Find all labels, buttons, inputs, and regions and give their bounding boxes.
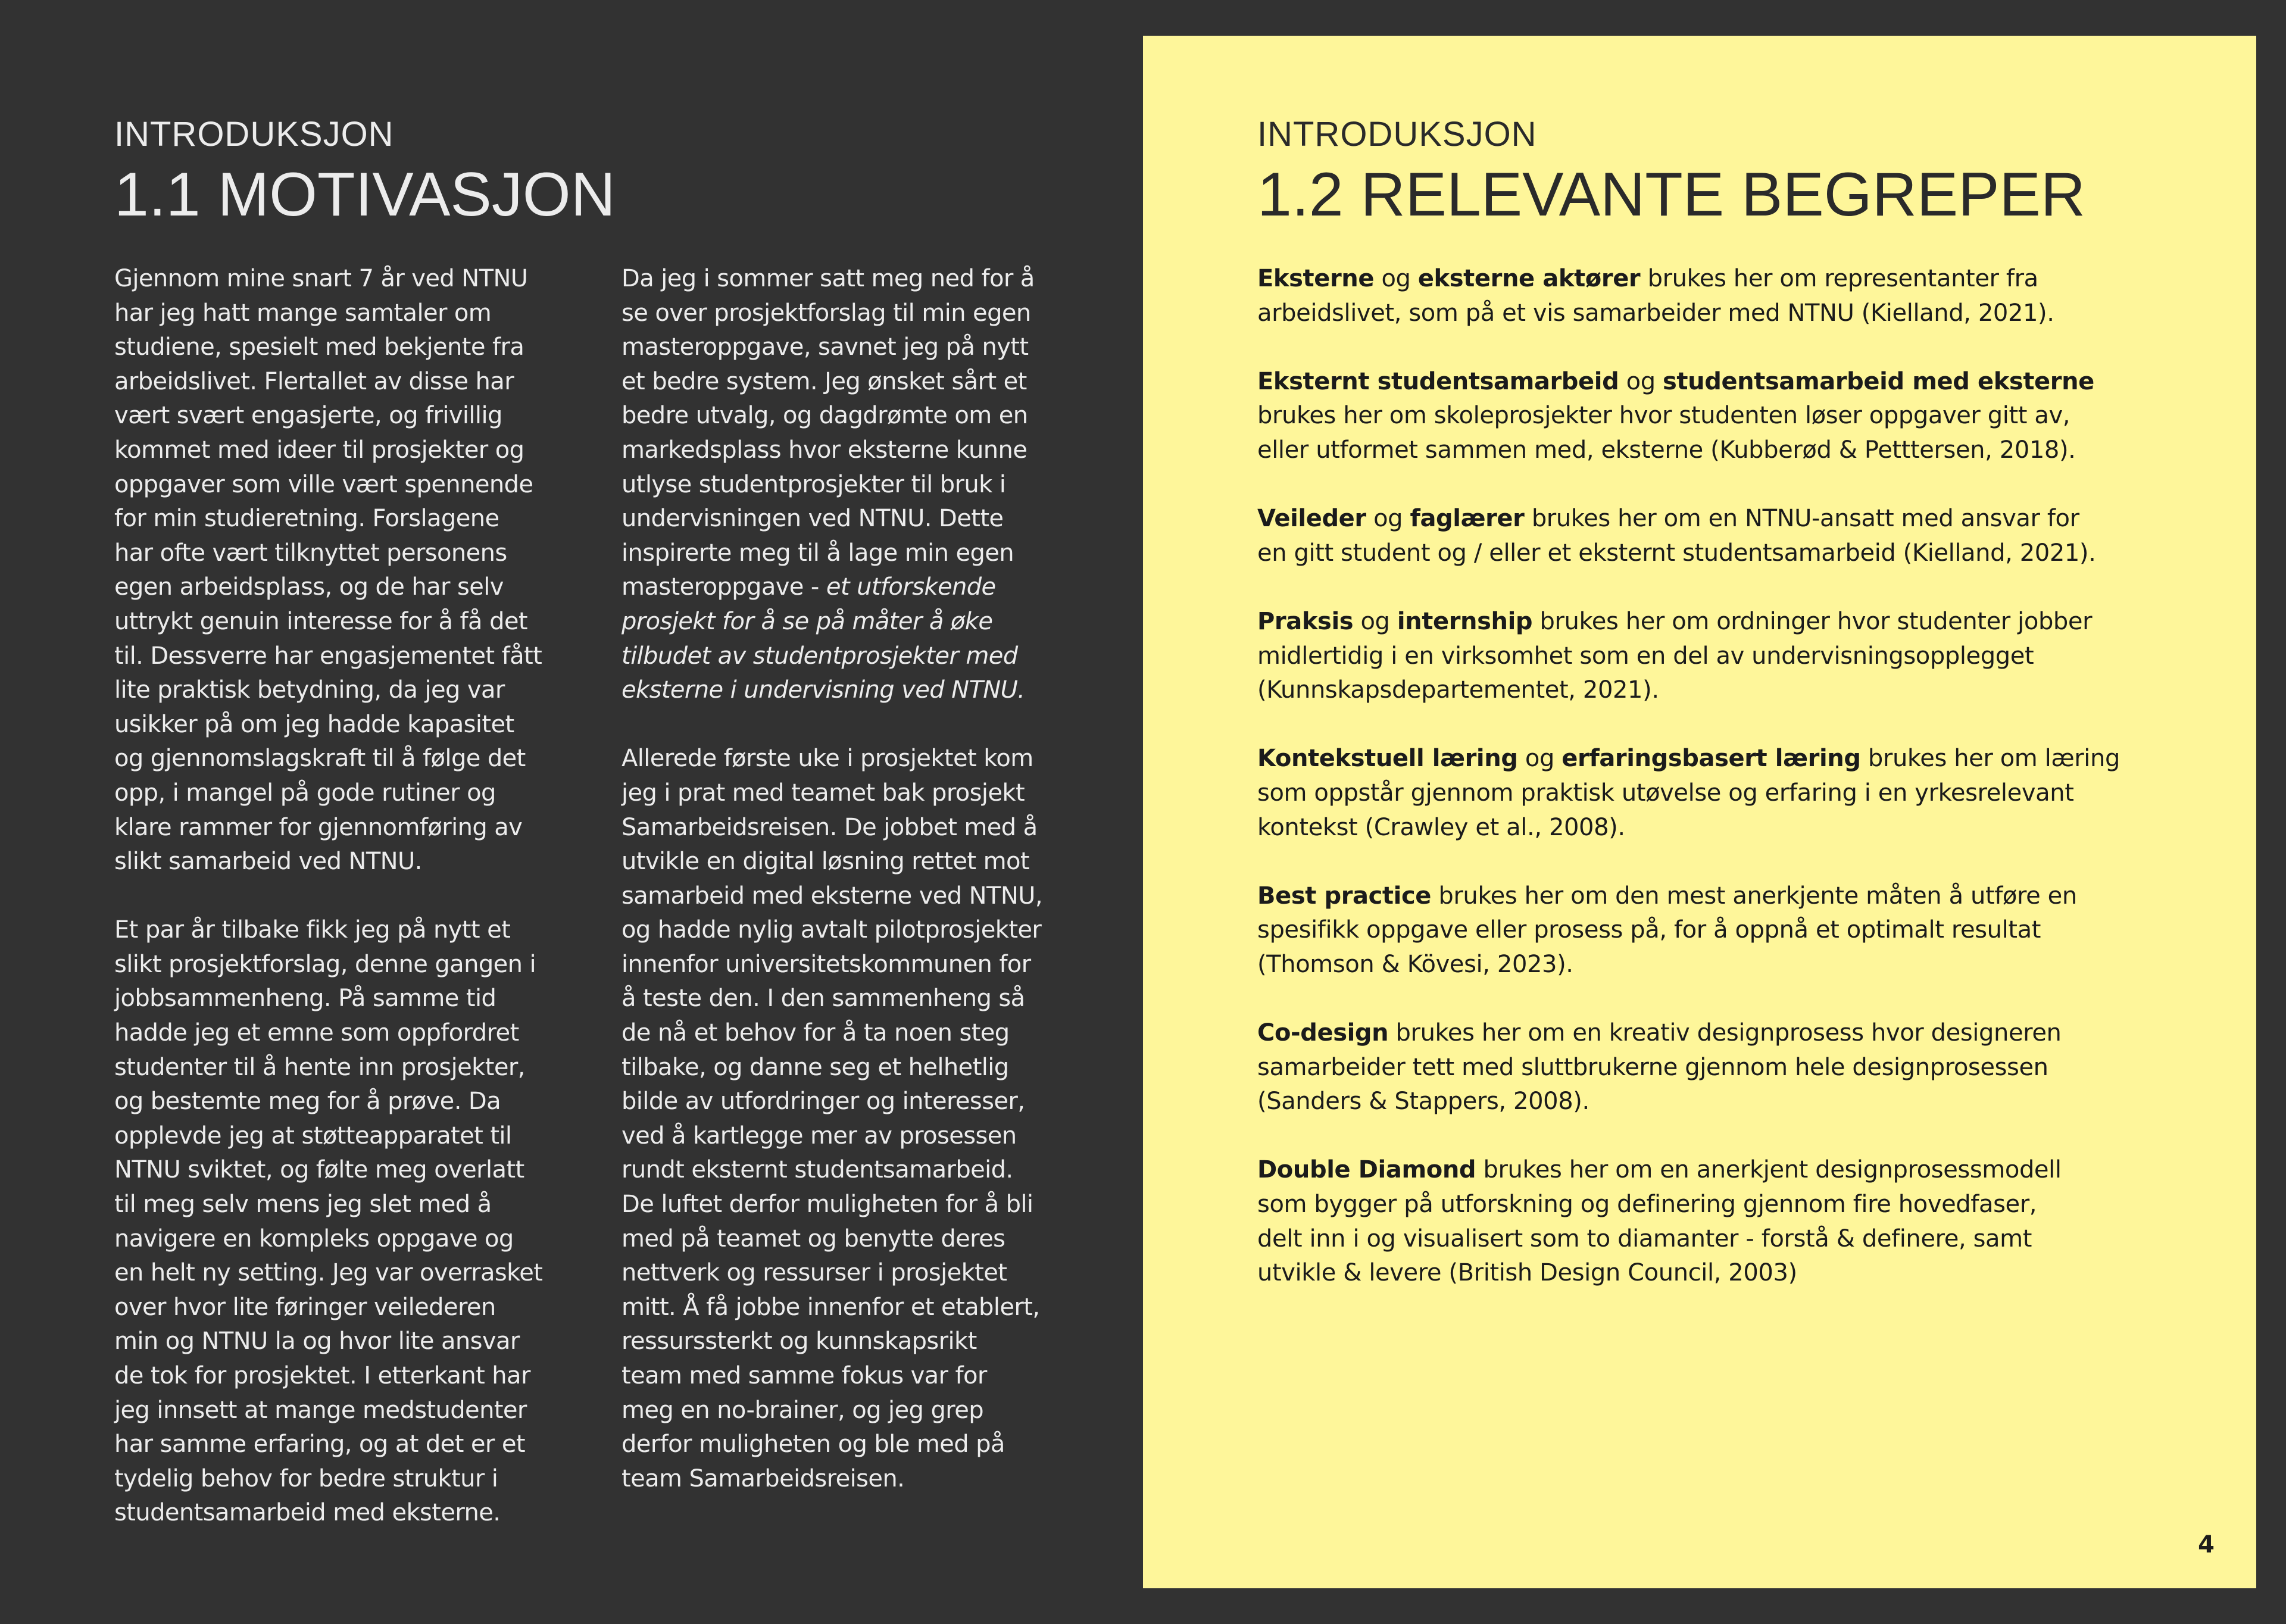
text-line: lite praktisk betydning, da jeg var [114, 676, 505, 704]
term-name: Best practice [1257, 882, 1432, 910]
text-line: (Thomson & Kövesi, 2023). [1257, 950, 1573, 978]
text-line: å teste den. I den sammenheng så [622, 985, 1025, 1013]
section-kicker: INTRODUKSJON [1257, 115, 1537, 154]
text-line: brukes her om skoleprosjekter hvor studenten løser oppgaver gitt av, [1257, 402, 2070, 430]
text-line: bedre utvalg, og dagdrømte om en [622, 402, 1028, 430]
term-name: faglærer [1410, 505, 1525, 533]
text-line: en gitt student og / eller et eksternt studentsamarbeid (Kielland, 2021). [1257, 539, 2096, 567]
text-line: usikker på om jeg hadde kapasitet [114, 710, 514, 738]
text-line: navigere en kompleks oppgave og [114, 1225, 514, 1253]
text-line: klare rammer for gjennomføring av [114, 813, 523, 841]
paragraph [622, 262, 1080, 570]
text-line: et bedre system. Jeg ønsket sårt et [622, 367, 1027, 395]
text-line: de tok for prosjektet. I etterkant har [114, 1362, 530, 1389]
term-definition [1257, 262, 2186, 330]
term-name: erfaringsbasert læring [1562, 745, 1861, 773]
text-line: med på teamet og benytte deres [622, 1225, 1005, 1253]
text-line: nettverk og ressurser i prosjektet [622, 1259, 1007, 1287]
right-page [1143, 36, 2256, 1588]
text-line: (Sanders & Stappers, 2008). [1257, 1088, 1589, 1116]
text-line: for min studieretning. Forslagene [114, 505, 499, 533]
term-definition [1257, 365, 2186, 468]
text-column-1 [114, 262, 573, 1531]
paragraph [622, 742, 1080, 1496]
text-line: har samme erfaring, og at det er et [114, 1431, 525, 1459]
term-definition [1257, 1153, 2186, 1290]
text-line: eksterne i undervisning ved NTNU. [622, 676, 1025, 704]
text-line: Eksternt studentsamarbeid og studentsamarbeid med eksterne [1257, 367, 2094, 395]
term-name: Praksis [1257, 607, 1354, 635]
section-title: 1.2 RELEVANTE BEGREPER [1257, 160, 2085, 229]
text-line: team Samarbeidsreisen. [622, 1464, 905, 1492]
text-line: se over prosjektforslag til min egen [622, 299, 1031, 327]
text-line: til meg selv mens jeg slet med å [114, 1191, 492, 1219]
text-line: som bygger på utforskning og definering gjennom fire hovedfaser, [1257, 1191, 2037, 1219]
term-definition [1257, 605, 2186, 708]
italic-passage [622, 605, 1080, 708]
text-line: Samarbeidsreisen. De jobbet med å [622, 813, 1038, 841]
text-line: derfor muligheten og ble med på [622, 1431, 1005, 1459]
text-line: arbeidslivet, som på et vis samarbeider med NTNU (Kielland, 2021). [1257, 299, 2054, 327]
text-line: kommet med ideer til prosjekter og [114, 436, 524, 464]
text-line: mitt. Å få jobbe innenfor et etablert, [622, 1293, 1040, 1321]
text-line: Da jeg i sommer satt meg ned for å [622, 265, 1035, 292]
text-line: en helt ny setting. Jeg var overrasket [114, 1259, 543, 1287]
text-line: Eksterne og eksterne aktører brukes her om representanter fra [1257, 265, 2038, 292]
text-line: Co-design brukes her om en kreativ designprosess hvor designeren [1257, 1019, 2062, 1047]
term-definition [1257, 879, 2186, 982]
text-line: ved å kartlegge mer av prosessen [622, 1122, 1017, 1150]
text-line: De luftet derfor muligheten for å bli [622, 1191, 1033, 1219]
text-line: eller utformet sammen med, eksterne (Kubberød & Petttersen, 2018). [1257, 436, 2076, 464]
text-line: studiene, spesielt med bekjente fra [114, 333, 524, 361]
text-line: og bestemte meg for å prøve. Da [114, 1088, 501, 1116]
text-line: studenter til å hente inn prosjekter, [114, 1053, 525, 1081]
term-name: Eksternt studentsamarbeid [1257, 367, 1619, 395]
text-line: utvikle en digital løsning rettet mot [622, 848, 1029, 876]
term-name: internship [1397, 607, 1533, 635]
term-name: Veileder [1257, 505, 1366, 533]
text-line: som oppstår gjennom praktisk utøvelse og erfaring i en yrkesrelevant [1257, 779, 2074, 807]
text-line: Allerede første uke i prosjektet kom [622, 745, 1033, 773]
section-title: 1.1 MOTIVASJON [114, 160, 616, 229]
text-column-2 [622, 262, 1080, 1496]
text-line: markedsplass hvor eksterne kunne [622, 436, 1028, 464]
text-line: uttrykt genuin interesse for å få det [114, 607, 527, 635]
text-line: Praksis og internship brukes her om ordninger hvor studenter jobber [1257, 607, 2093, 635]
text-line: hadde jeg et emne som oppfordret [114, 1019, 519, 1047]
text-line: midlertidig i en virksomhet som en del av undervisningsopplegget [1257, 642, 2034, 670]
paragraph [114, 913, 573, 1531]
term-definition [1257, 1016, 2186, 1119]
text-line: egen arbeidsplass, og de har selv [114, 573, 504, 601]
term-name: Kontekstuell læring [1257, 745, 1518, 773]
page-number: 4 [2198, 1531, 2215, 1559]
text-line: tilbake, og danne seg et helhetlig [622, 1053, 1009, 1081]
text-line: min og NTNU la og hvor lite ansvar [114, 1328, 520, 1356]
text-line: delt inn i og visualisert som to diamanter - forstå & definere, samt [1257, 1225, 2032, 1253]
text-line: jeg i prat med teamet bak prosjekt [622, 779, 1025, 807]
text-line: samarbeider tett med sluttbrukerne gjennom hele designprosessen [1257, 1053, 2048, 1081]
term-name: studentsamarbeid med eksterne [1663, 367, 2094, 395]
section-kicker: INTRODUKSJON [114, 115, 394, 154]
text-line: slikt samarbeid ved NTNU. [114, 848, 422, 876]
text-line: NTNU sviktet, og følte meg overlatt [114, 1156, 524, 1184]
term-name: Eksterne [1257, 265, 1375, 292]
text-line: oppgaver som ville vært spennende [114, 470, 533, 498]
text-line: til. Dessverre har engasjementet fått [114, 642, 542, 670]
text-line: utlyse studentprosjekter til bruk i [622, 470, 1006, 498]
text-line: Et par år tilbake fikk jeg på nytt et [114, 916, 511, 944]
text-line: samarbeid med eksterne ved NTNU, [622, 882, 1042, 910]
text-line: utvikle & levere (British Design Council, 2003) [1257, 1259, 1797, 1287]
paragraph [114, 262, 573, 879]
term-name: Double Diamond [1257, 1156, 1476, 1184]
text-line: jobbsammenheng. På samme tid [114, 985, 496, 1013]
text-line: masteroppgave, savnet jeg på nytt [622, 333, 1029, 361]
text-line: opp, i mangel på gode rutiner og [114, 779, 496, 807]
text-line: har jeg hatt mange samtaler om [114, 299, 492, 327]
term-definition [1257, 502, 2186, 570]
text-line: slikt prosjektforslag, denne gangen i [114, 950, 536, 978]
text-line: meg en no-brainer, og jeg grep [622, 1396, 984, 1424]
term-name: eksterne aktører [1417, 265, 1641, 292]
text-line: spesifikk oppgave eller prosess på, for å oppnå et optimalt resultat [1257, 916, 2041, 944]
text-line: (Kunnskapsdepartementet, 2021). [1257, 676, 1659, 704]
text-line: Double Diamond brukes her om en anerkjent designprosessmodell [1257, 1156, 2062, 1184]
text-line: og hadde nylig avtalt pilotprosjekter [622, 916, 1042, 944]
text-line: masteroppgave - et utforskende [622, 573, 996, 601]
text-line: bilde av utfordringer og interesser, [622, 1088, 1025, 1116]
text-line: Veileder og faglærer brukes her om en NTNU-ansatt med ansvar for [1257, 505, 2079, 533]
text-line: og gjennomslagskraft til å følge det [114, 745, 526, 773]
text-line: vært svært engasjerte, og frivillig [114, 402, 502, 430]
text-line: tilbudet av studentprosjekter med [622, 642, 1018, 670]
text-line: arbeidslivet. Flertallet av disse har [114, 367, 514, 395]
text-line: undervisningen ved NTNU. Dette [622, 505, 1004, 533]
text-line: jeg innsett at mange medstudenter [114, 1396, 527, 1424]
text-line: Kontekstuell læring og erfaringsbasert læring brukes her om læring [1257, 745, 2120, 773]
text-line: kontekst (Crawley et al., 2008). [1257, 813, 1625, 841]
term-definition [1257, 742, 2186, 845]
text-line: prosjekt for å se på måter å øke [622, 607, 993, 635]
text-line: har ofte vært tilknyttet personens [114, 539, 507, 567]
terms-list [1257, 262, 2186, 1325]
text-line: innenfor universitetskommunen for [622, 950, 1031, 978]
text-line: Gjennom mine snart 7 år ved NTNU [114, 265, 528, 292]
term-name: Co-design [1257, 1019, 1389, 1047]
text-line: tydelig behov for bedre struktur i [114, 1464, 498, 1492]
text-line: rundt eksternt studentsamarbeid. [622, 1156, 1013, 1184]
text-line: ressurssterkt og kunnskapsrikt [622, 1328, 977, 1356]
text-line: inspirerte meg til å lage min egen [622, 539, 1014, 567]
text-line: team med samme fokus var for [622, 1362, 987, 1389]
text-line: Best practice brukes her om den mest anerkjente måten å utføre en [1257, 882, 2077, 910]
text-line: studentsamarbeid med eksterne. [114, 1499, 501, 1527]
text-line: de nå et behov for å ta noen steg [622, 1019, 1010, 1047]
text-line: opplevde jeg at støtteapparatet til [114, 1122, 512, 1150]
text-line: over hvor lite føringer veilederen [114, 1293, 496, 1321]
